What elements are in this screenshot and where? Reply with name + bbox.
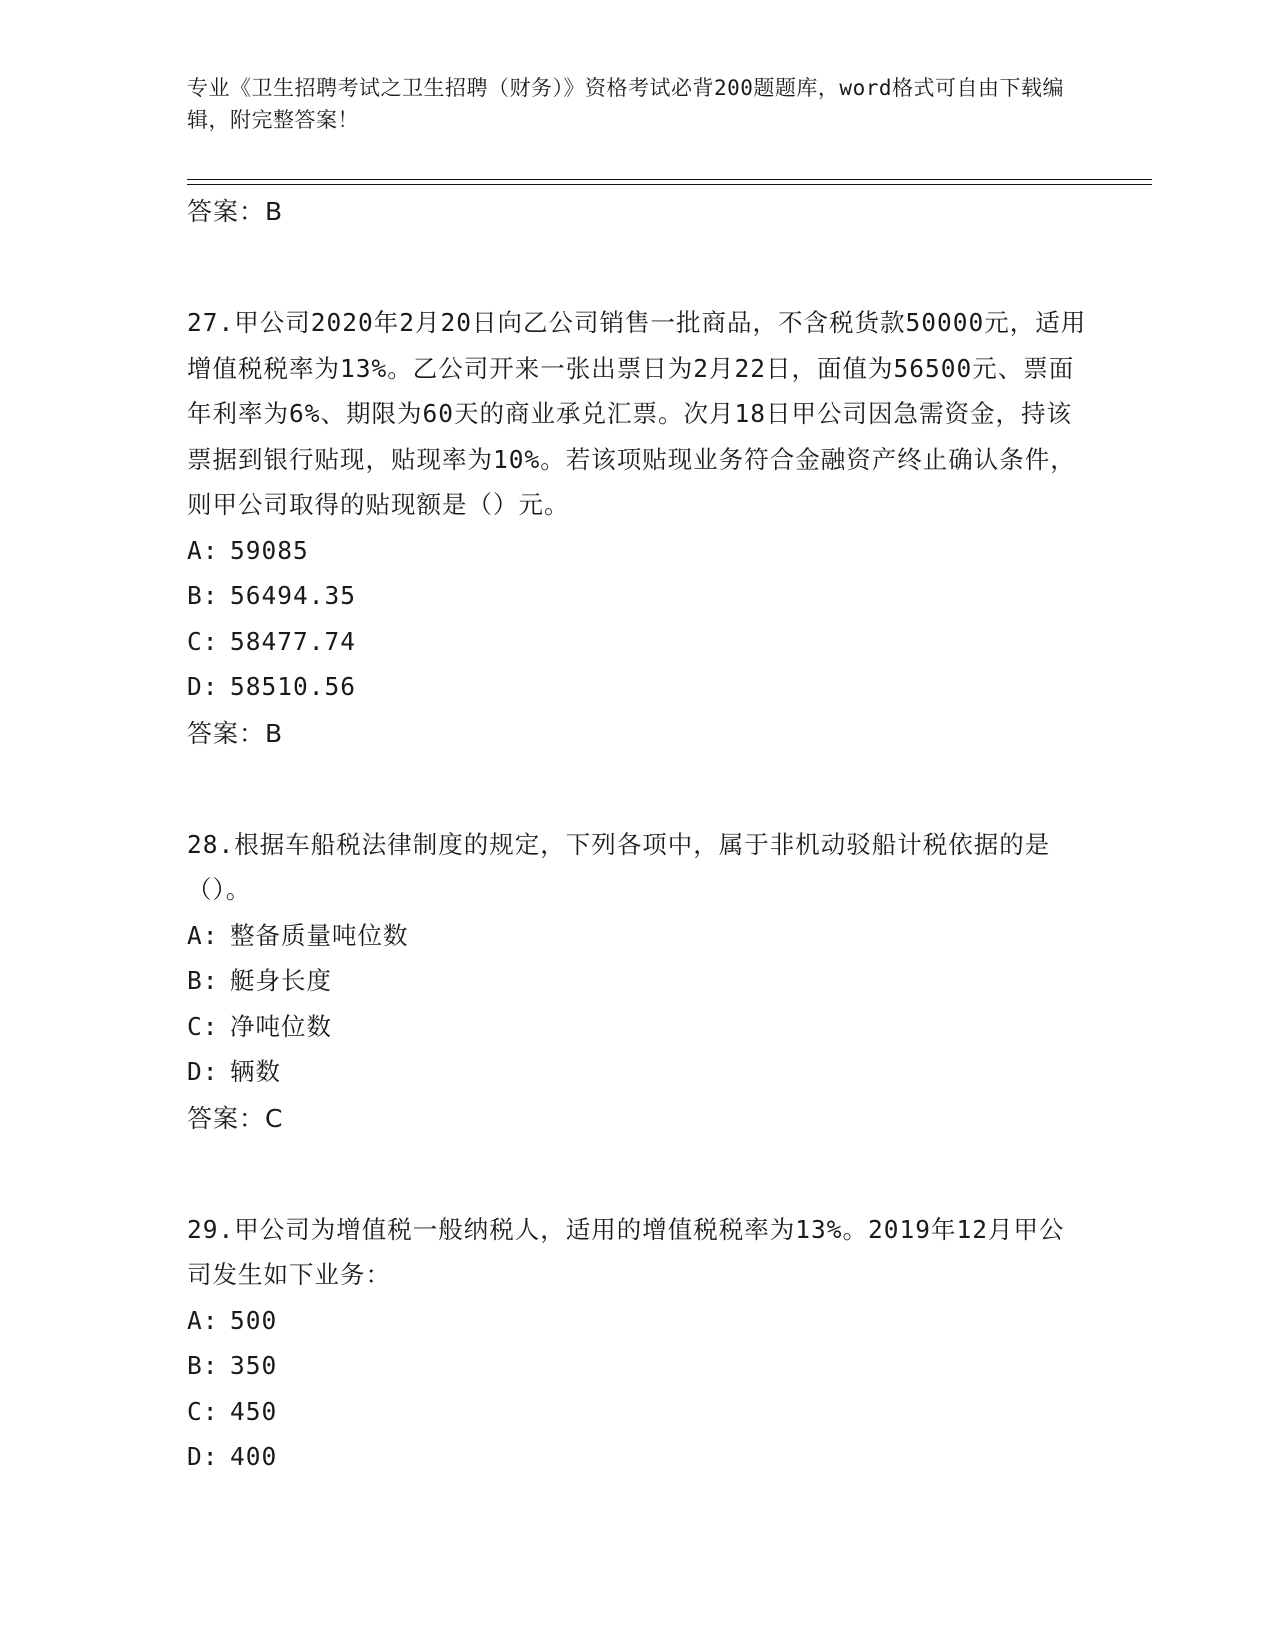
option-text: 450 xyxy=(230,1396,278,1426)
question-29-option-b xyxy=(187,1343,1087,1389)
option-text: 58477.74 xyxy=(230,626,357,656)
question-28-option-c xyxy=(187,1004,1087,1050)
spacer xyxy=(187,758,1087,818)
question-27-text: 27.甲公司2020年2月20日向乙公司销售一批商品，不含税货款50000元，适用增值税税率为13%。乙公司开来一张出票日为2月22日，面值为56500元、票面年利率为6%、期限为60天的商业承兑汇票。次月18日甲公司因急需资金，持该票据到银行贴现，贴现率为10%。若该项贴现业务符合金融资产终止确认条件，则甲公司取得的贴现额是（）元。 xyxy=(187,308,1087,519)
spacer xyxy=(187,1143,1087,1203)
option-text: 400 xyxy=(230,1442,278,1471)
option-text: 350 xyxy=(230,1351,278,1380)
question-27-option-a xyxy=(187,528,1087,574)
question-28-answer: 答案：C xyxy=(187,1103,284,1133)
option-text: 58510.56 xyxy=(230,672,357,701)
question-27-option-c xyxy=(187,619,1087,665)
option-text: 56494.35 xyxy=(230,581,357,610)
header-divider-top xyxy=(187,179,1152,180)
option-letter: B: xyxy=(187,966,219,995)
question-28-text: 28.根据车船税法律制度的规定，下列各项中，属于非机动驳船计税依据的是（）。 xyxy=(187,829,1051,904)
option-text: 艇身长度 xyxy=(230,966,332,995)
previous-answer: 答案：B xyxy=(187,197,284,226)
option-letter: D: xyxy=(187,672,219,701)
option-letter: C: xyxy=(187,1011,219,1041)
spacer xyxy=(187,236,1087,296)
question-29-option-c xyxy=(187,1389,1087,1435)
question-28-option-b xyxy=(187,958,1087,1004)
option-letter: B: xyxy=(187,581,219,610)
header-divider-bottom xyxy=(187,184,1152,185)
option-text: 整备质量吨位数 xyxy=(230,920,409,950)
question-28-option-a xyxy=(187,913,1087,959)
question-29-option-d xyxy=(187,1434,1087,1480)
question-27-option-b xyxy=(187,573,1087,619)
question-29-option-a xyxy=(187,1298,1087,1344)
option-letter: D: xyxy=(187,1442,219,1471)
option-letter: B: xyxy=(187,1351,219,1380)
option-letter: A: xyxy=(187,1305,219,1335)
option-text: 500 xyxy=(230,1305,278,1335)
question-list xyxy=(187,188,1087,1480)
option-letter: A: xyxy=(187,920,219,950)
option-text: 净吨位数 xyxy=(230,1011,332,1041)
option-letter: A: xyxy=(187,535,219,565)
question-29-text: 29.甲公司为增值税一般纳税人，适用的增值税税率为13%。2019年12月甲公司发生如下业务： xyxy=(187,1214,1065,1289)
question-27-option-d xyxy=(187,664,1087,710)
question-27-answer: 答案：B xyxy=(187,718,284,748)
option-letter: D: xyxy=(187,1057,219,1086)
option-letter: C: xyxy=(187,1396,219,1426)
page-header: 专业《卫生招聘考试之卫生招聘（财务）》资格考试必背200题题库，word格式可自由下载编辑，附完整答案！ xyxy=(187,76,1064,132)
option-letter: C: xyxy=(187,626,219,656)
option-text: 59085 xyxy=(230,535,309,565)
option-text: 辆数 xyxy=(230,1057,281,1086)
question-28-option-d xyxy=(187,1049,1087,1095)
